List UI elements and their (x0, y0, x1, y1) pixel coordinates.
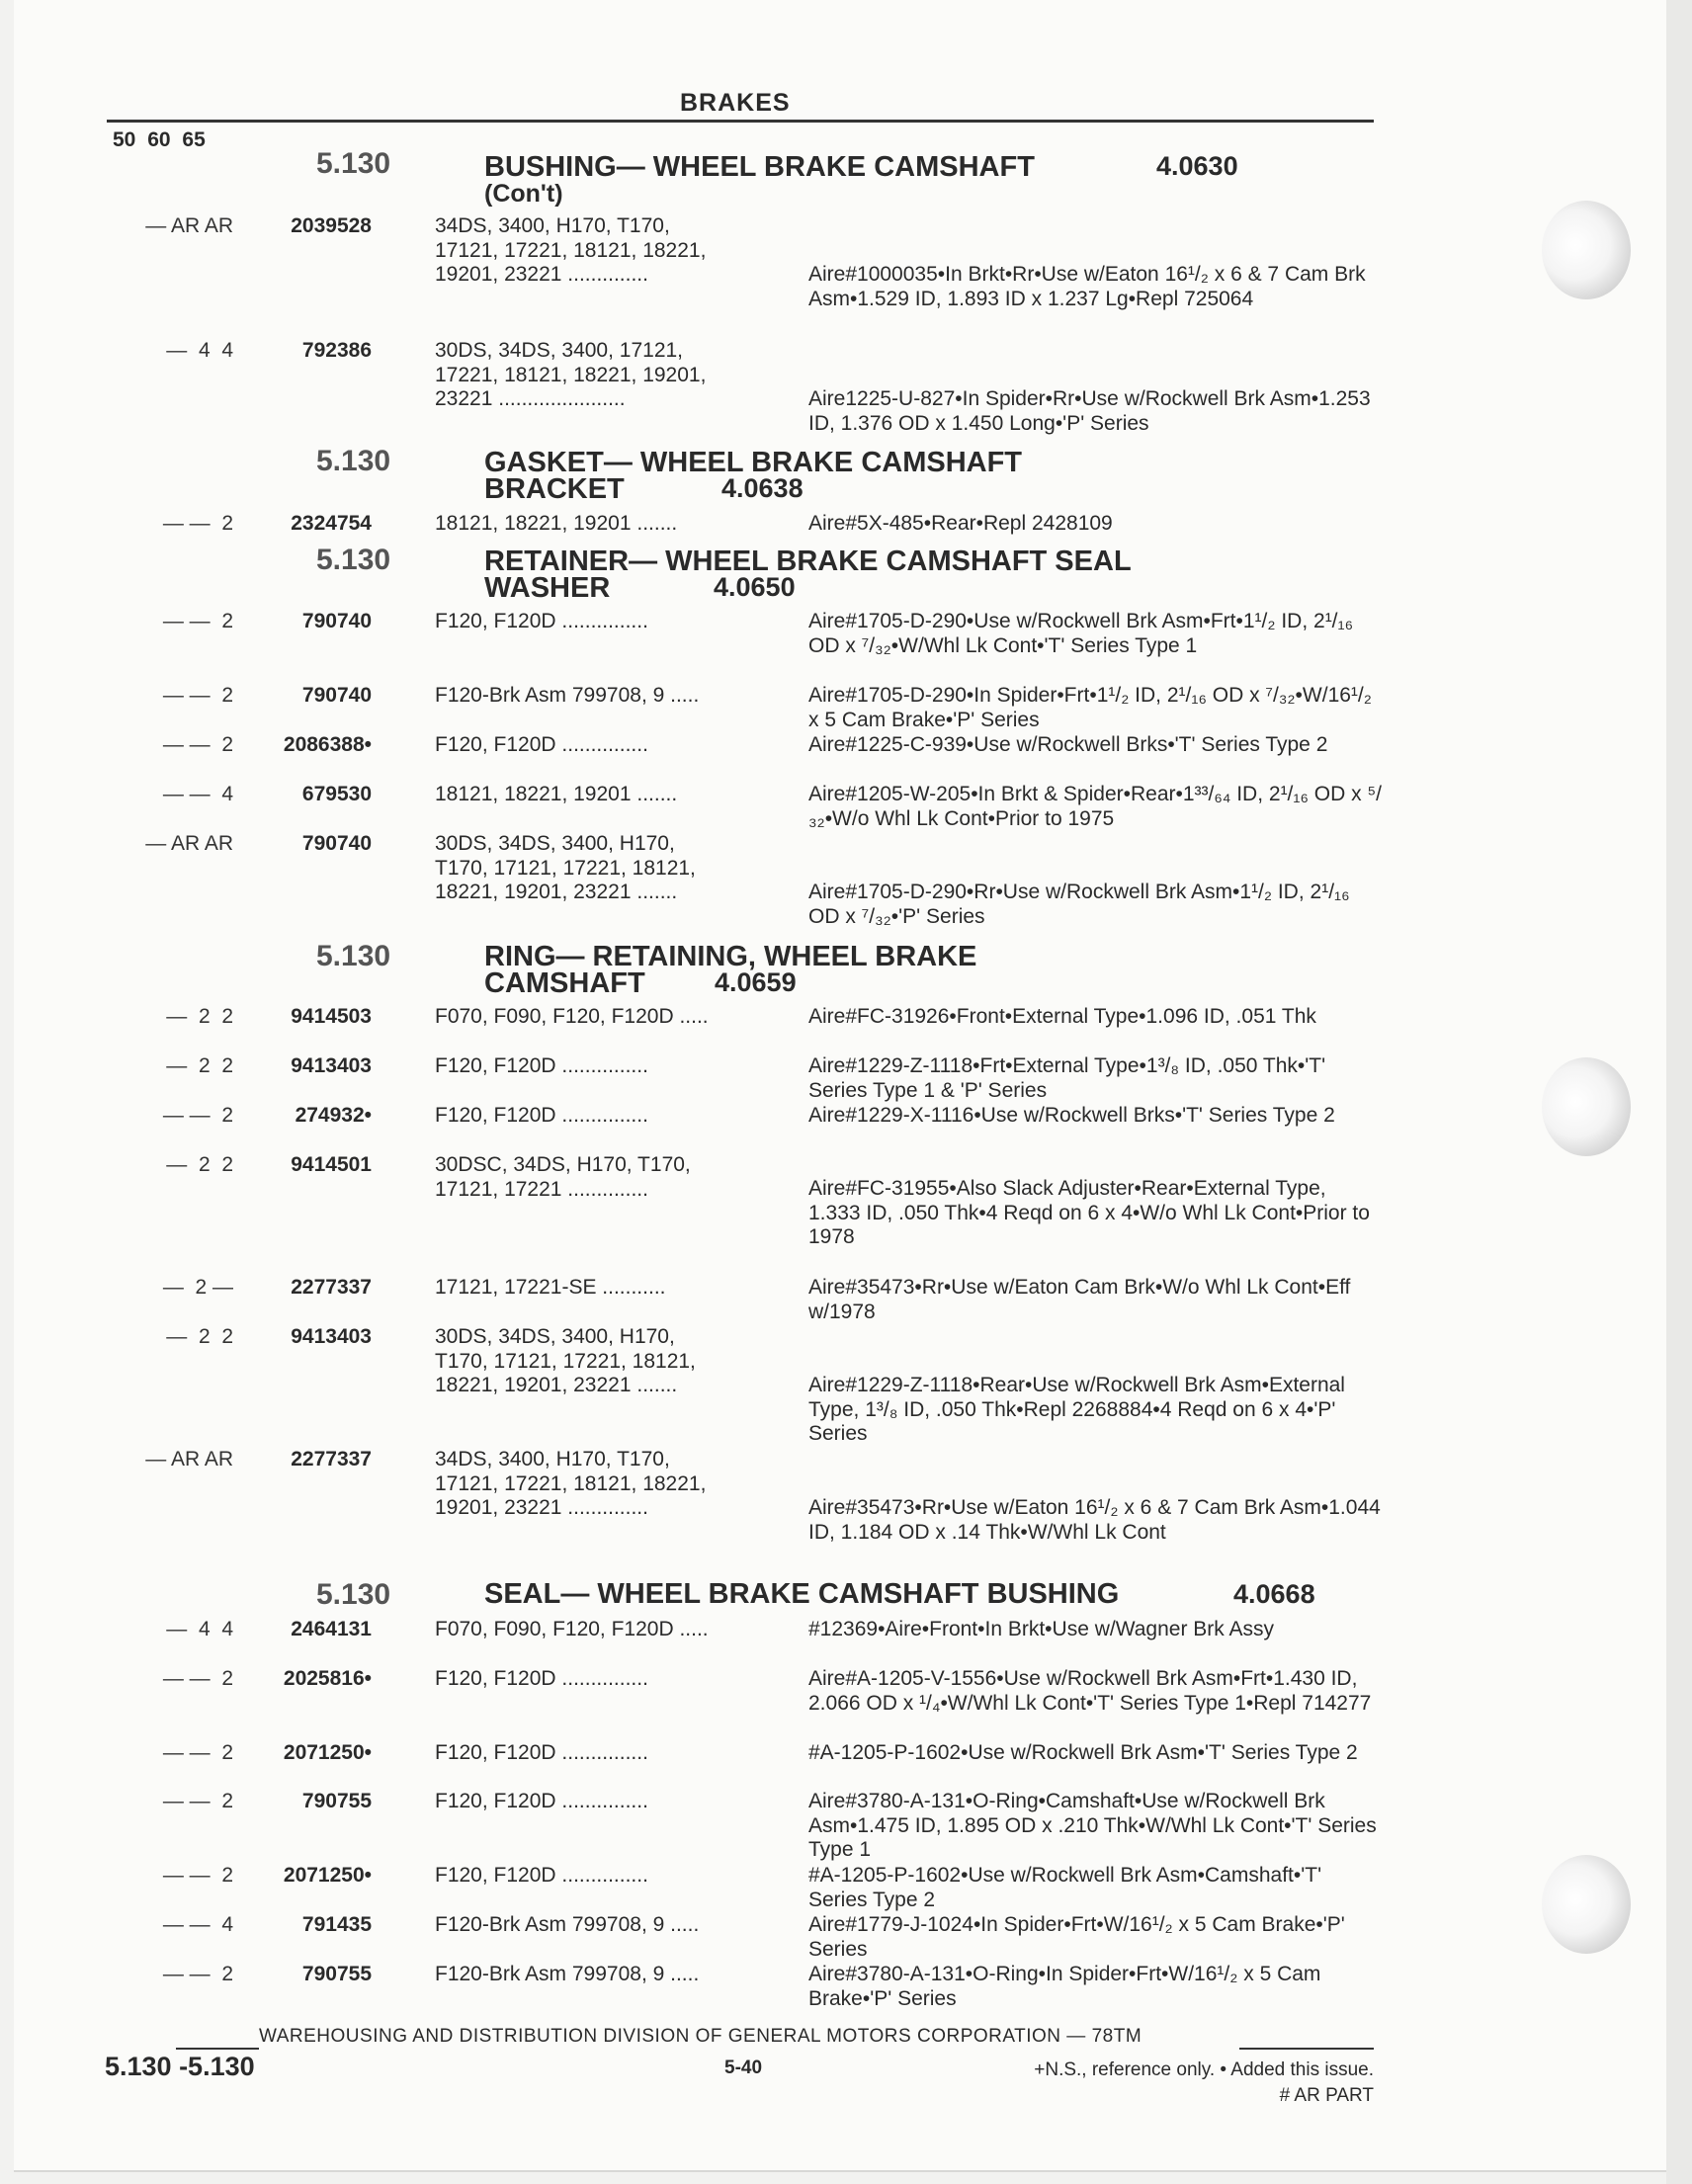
part-number: 790755 (301, 1963, 372, 1985)
part-number: 2071250• (283, 1741, 372, 1764)
application-cell: F120, F120D ............... (435, 1864, 648, 1887)
footer-note-ar: # AR PART (1279, 2085, 1374, 2106)
qty-cell: — 2 2 (166, 1325, 233, 1348)
footer-division: WAREHOUSING AND DISTRIBUTION DIVISION OF GENERAL MOTORS CORPORATION — 78TM (259, 2026, 1142, 2047)
description-cell: Aire#1705-D-290•In Spider•Frt•1¹/₂ ID, 2¹/₁₆ OD x ⁷/₃₂•W/16¹/₂ x 5 Cam Brake•'P' Series (808, 684, 1372, 731)
description-cell: Aire#1000035•In Brkt•Rr•Use w/Eaton 16¹/₂ x 6 & 7 Cam Brk Asm•1.529 ID, 1.893 ID x 1.237 Lg•Repl 725064 (808, 263, 1366, 310)
application-cell: F120, F120D ............... (435, 1790, 648, 1812)
section-title-line: WASHER (484, 572, 611, 604)
application-cell: F120-Brk Asm 799708, 9 ..... (435, 1913, 700, 1936)
description-cell: Aire#FC-31955•Also Slack Adjuster•Rear•External Type, 1.333 ID, .050 Thk•4 Reqd on 6 x 4•W/o Whl Lk Cont•Prior to 1978 (808, 1177, 1370, 1248)
qty-cell: — — 2 (162, 1104, 233, 1127)
qty-cell: — — 2 (162, 610, 233, 632)
application-cell: 30DS, 34DS, 3400, 17121, 17221, 18121, 18221, 19201, 23221 ...................... (435, 339, 707, 410)
application-cell: 17121, 17221-SE ........... (435, 1276, 666, 1299)
section-ref: 5.130 (316, 445, 391, 477)
section-title-line: (Con't) (484, 180, 563, 208)
section-title-line: GASKET— WHEEL BRAKE CAMSHAFT (484, 447, 1023, 478)
section-code: 4.0650 (714, 572, 796, 602)
application-cell: 30DSC, 34DS, H170, T170, 17121, 17221 .............. (435, 1153, 691, 1201)
description-cell: Aire#1779-J-1024•In Spider•Frt•W/16¹/₂ x 5 Cam Brake•'P' Series (808, 1913, 1345, 1961)
qty-cell: — 2 2 (166, 1005, 233, 1028)
part-number: 2277337 (291, 1276, 372, 1299)
footer-range: 5.130 -5.130 (105, 2052, 255, 2081)
application-cell: 18121, 18221, 19201 ....... (435, 512, 678, 535)
binder-hole (1542, 201, 1631, 299)
description-cell: Aire#1229-X-1116•Use w/Rockwell Brks•'T' Series Type 2 (808, 1104, 1335, 1127)
description-cell: Aire#1229-Z-1118•Rear•Use w/Rockwell Brk Asm•External Type, 1³/₈ ID, .050 Thk•Repl 2268884•4 Reqd on 6 x 4•'P' Series (808, 1374, 1345, 1445)
part-number: 2464131 (291, 1618, 372, 1640)
description-cell: Aire#1705-D-290•Rr•Use w/Rockwell Brk Asm•1¹/₂ ID, 2¹/₁₆ OD x ⁷/₃₂•'P' Series (808, 881, 1350, 928)
binder-hole (1542, 1057, 1631, 1156)
part-number: 791435 (301, 1913, 372, 1936)
description-cell: Aire#3780-A-131•O-Ring•Camshaft•Use w/Rockwell Brk Asm•1.475 ID, 1.895 OD x .210 Thk•W/Whl Lk Cont•'T' Series Type 1 (808, 1790, 1377, 1861)
qty-cell: — — 2 (162, 1741, 233, 1764)
application-cell: F120, F120D ............... (435, 1741, 648, 1764)
description-cell: Aire#1229-Z-1118•Frt•External Type•1³/₈ ID, .050 Thk•'T' Series Type 1 & 'P' Series (808, 1054, 1326, 1102)
part-number: 679530 (301, 783, 372, 805)
part-number: 9413403 (291, 1054, 372, 1077)
qty-cell: — AR AR (145, 1448, 233, 1470)
qty-cell: — — 2 (162, 684, 233, 707)
qty-cell: — — 2 (162, 512, 233, 535)
section-title-line: CAMSHAFT (484, 967, 645, 999)
part-number: 790740 (301, 684, 372, 707)
qty-cell: — — 2 (162, 1790, 233, 1812)
description-cell: #12369•Aire•Front•In Brkt•Use w/Wagner Brk Assy (808, 1618, 1274, 1640)
footer-note-legend: +N.S., reference only. • Added this issue. (1034, 2059, 1374, 2080)
part-number: 9414501 (291, 1153, 372, 1176)
description-cell: Aire#A-1205-V-1556•Use w/Rockwell Brk Asm•Frt•1.430 ID, 2.066 OD x ¹/₄•W/Whl Lk Cont•'T' Series Type 1•Repl 714277 (808, 1667, 1372, 1715)
footer-rule-right (1239, 2048, 1374, 2050)
page-number: 5-40 (724, 2058, 763, 2078)
section-ref: 5.130 (316, 940, 391, 972)
section-title (484, 1578, 1120, 1610)
application-cell: F070, F090, F120, F120D ..... (435, 1005, 709, 1028)
section-title-line: BRACKET (484, 473, 625, 505)
description-cell: Aire#1225-C-939•Use w/Rockwell Brks•'T' Series Type 2 (808, 733, 1328, 756)
part-number: 792386 (301, 339, 372, 362)
application-cell: F120-Brk Asm 799708, 9 ..... (435, 1963, 700, 1985)
qty-cell: — — 2 (162, 733, 233, 756)
part-number: 2025816• (283, 1667, 372, 1690)
section-ref: 5.130 (316, 1578, 391, 1611)
section-code: 4.0668 (1233, 1579, 1315, 1609)
application-cell: 18121, 18221, 19201 ....... (435, 783, 678, 805)
part-number: 9414503 (291, 1005, 372, 1028)
section-ref: 5.130 (316, 147, 391, 180)
application-cell: F070, F090, F120, F120D ..... (435, 1618, 709, 1640)
application-cell: F120, F120D ............... (435, 733, 648, 756)
section-title-line: RETAINER— WHEEL BRAKE CAMSHAFT SEAL (484, 546, 1132, 577)
footer-notes (899, 2058, 1374, 2109)
page-title: BRAKES (680, 89, 791, 117)
section-code: 4.0659 (715, 967, 797, 997)
description-cell: #A-1205-P-1602•Use w/Rockwell Brk Asm•Camshaft•'T' Series Type 2 (808, 1864, 1322, 1911)
description-cell: #A-1205-P-1602•Use w/Rockwell Brk Asm•'T' Series Type 2 (808, 1741, 1358, 1764)
section-title-line: RING— RETAINING, WHEEL BRAKE (484, 941, 977, 972)
section-title-line: SEAL— WHEEL BRAKE CAMSHAFT BUSHING (484, 1578, 1120, 1610)
application-cell: 30DS, 34DS, 3400, H170, T170, 17121, 17221, 18121, 18221, 19201, 23221 ....... (435, 832, 696, 903)
part-number: 274932• (295, 1104, 372, 1127)
header-rule (107, 120, 1374, 123)
description-cell: Aire#1205-W-205•In Brkt & Spider•Rear•1³³/₆₄ ID, 2¹/₁₆ OD x ⁵/₃₂•W/o Whl Lk Cont•Prior to 1975 (808, 783, 1382, 830)
part-number: 790740 (301, 610, 372, 632)
footer-rule-left (176, 2048, 259, 2050)
model-columns-header: 50 60 65 (113, 128, 206, 151)
page-edge (1666, 0, 1692, 2184)
qty-cell: — 4 4 (166, 339, 233, 362)
qty-cell: — — 2 (162, 1864, 233, 1887)
section-title-line: BUSHING— WHEEL BRAKE CAMSHAFT (484, 151, 1035, 183)
qty-cell: — 2 2 (166, 1054, 233, 1077)
description-cell: Aire#1705-D-290•Use w/Rockwell Brk Asm•Frt•1¹/₂ ID, 2¹/₁₆ OD x ⁷/₃₂•W/Whl Lk Cont•'T' Series Type 1 (808, 610, 1354, 657)
description-cell: Aire#35473•Rr•Use w/Eaton Cam Brk•W/o Whl Lk Cont•Eff w/1978 (808, 1276, 1351, 1323)
section-code: 4.0638 (721, 473, 804, 503)
description-cell: Aire1225-U-827•In Spider•Rr•Use w/Rockwell Brk Asm•1.253 ID, 1.376 OD x 1.450 Long•'P' Series (808, 387, 1371, 435)
part-number: 2039528 (291, 214, 372, 237)
description-cell: Aire#35473•Rr•Use w/Eaton 16¹/₂ x 6 & 7 Cam Brk Asm•1.044 ID, 1.184 OD x .14 Thk•W/Whl Lk Cont (808, 1496, 1381, 1544)
description-cell: Aire#FC-31926•Front•External Type•1.096 ID, .051 Thk (808, 1005, 1316, 1028)
qty-cell: — — 2 (162, 1963, 233, 1985)
part-number: 2324754 (291, 512, 372, 535)
binder-hole (1542, 1855, 1631, 1954)
part-number: 2086388• (283, 733, 372, 756)
part-number: 2277337 (291, 1448, 372, 1470)
application-cell: F120, F120D ............... (435, 610, 648, 632)
qty-cell: — 2 — (162, 1276, 233, 1299)
qty-cell: — AR AR (145, 214, 233, 237)
qty-cell: — — 4 (162, 783, 233, 805)
qty-cell: — AR AR (145, 832, 233, 855)
qty-cell: — — 2 (162, 1667, 233, 1690)
description-cell: Aire#3780-A-131•O-Ring•In Spider•Frt•W/16¹/₂ x 5 Cam Brake•'P' Series (808, 1963, 1321, 2010)
application-cell: 34DS, 3400, H170, T170, 17121, 17221, 18121, 18221, 19201, 23221 .............. (435, 214, 707, 286)
qty-cell: — 4 4 (166, 1618, 233, 1640)
qty-cell: — 2 2 (166, 1153, 233, 1176)
application-cell: F120-Brk Asm 799708, 9 ..... (435, 684, 700, 707)
part-number: 9413403 (291, 1325, 372, 1348)
application-cell: F120, F120D ............... (435, 1104, 648, 1127)
part-number: 2071250• (283, 1864, 372, 1887)
section-code: 4.0630 (1156, 151, 1238, 181)
application-cell: F120, F120D ............... (435, 1054, 648, 1077)
application-cell: 30DS, 34DS, 3400, H170, T170, 17121, 17221, 18121, 18221, 19201, 23221 ....... (435, 1325, 696, 1396)
section-ref: 5.130 (316, 544, 391, 576)
section-title (484, 548, 1132, 602)
part-number: 790755 (301, 1790, 372, 1812)
description-cell: Aire#5X-485•Rear•Repl 2428109 (808, 512, 1113, 535)
application-cell: F120, F120D ............... (435, 1667, 648, 1690)
qty-cell: — — 4 (162, 1913, 233, 1936)
section-title (484, 151, 1035, 208)
application-cell: 34DS, 3400, H170, T170, 17121, 17221, 18121, 18221, 19201, 23221 .............. (435, 1448, 707, 1519)
part-number: 790740 (301, 832, 372, 855)
